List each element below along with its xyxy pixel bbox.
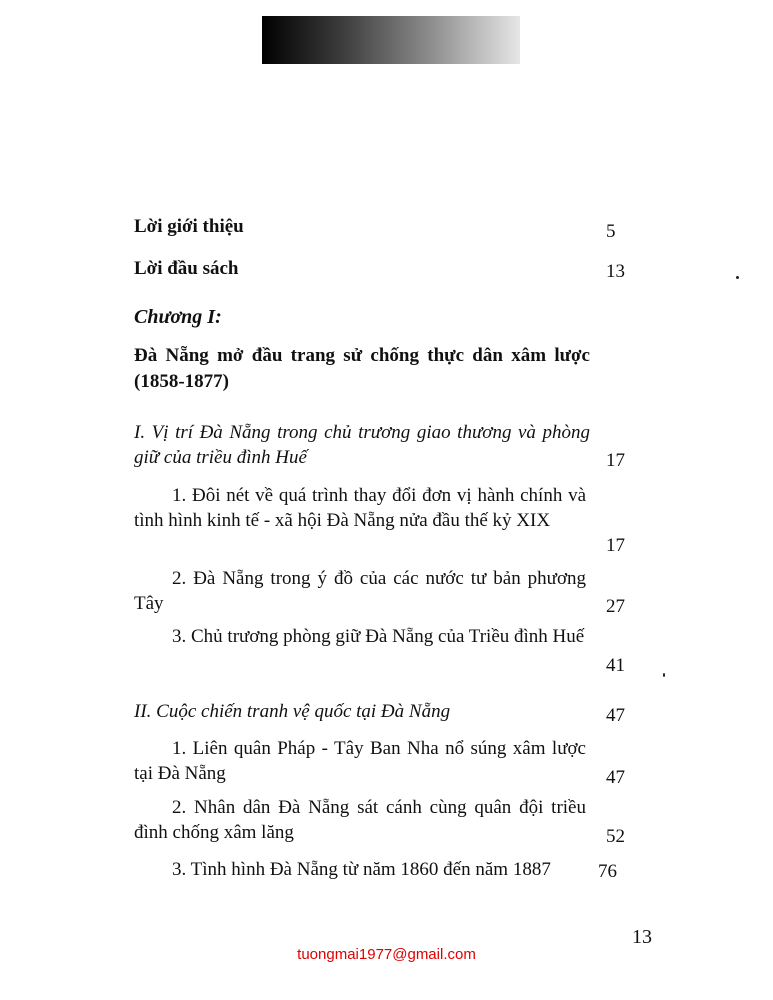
toc-item-2-2-page: 52 xyxy=(606,826,625,847)
toc-item-2-2-title: 2. Nhân dân Đà Nẵng sát cánh cùng quân đội triều đình chống xâm lăng xyxy=(134,797,586,843)
toc-item-1-1-page: 17 xyxy=(606,535,625,556)
toc-item-2-3-title: 3. Tình hình Đà Nẵng từ năm 1860 đến năm 1887 xyxy=(172,859,551,880)
toc-item-1-3-title: 3. Chủ trương phòng giữ Đà Nẵng của Triều đình Huế xyxy=(172,626,585,647)
toc-item-2-1-page: 47 xyxy=(606,767,625,788)
toc-item-1-2-title: 2. Đà Nẵng trong ý đồ của các nước tư bản phương Tây xyxy=(134,568,586,614)
chapter-title: Đà Nẵng mở đầu trang sử chống thực dân xâm lược (1858-1877) xyxy=(134,345,590,392)
toc-item-1-3-page: 41 xyxy=(606,655,625,676)
toc-entry-preface: Lời đầu sách xyxy=(134,258,239,279)
toc-item-2-1-title: 1. Liên quân Pháp - Tây Ban Nha nổ súng xâm lược tại Đà Nẵng xyxy=(134,738,586,784)
toc-item-2-3-page: 76 xyxy=(598,861,617,882)
toc-item-1-1-title: 1. Đôi nét về quá trình thay đổi đơn vị hành chính và tình hình kinh tế - xã hội Đà Nẵng nửa đầu thế kỷ XIX xyxy=(134,485,586,531)
toc-section-1-page: 17 xyxy=(606,450,625,471)
toc-entry-intro: Lời giới thiệu xyxy=(134,216,244,237)
toc-page-intro: 5 xyxy=(606,221,616,242)
email-watermark: tuongmai1977@gmail.com xyxy=(297,946,476,963)
scan-speck xyxy=(736,276,739,279)
toc-section-1-title: I. Vị trí Đà Nẵng trong chủ trương giao thương và phòng giữ của triều đình Huế xyxy=(134,422,590,468)
toc-page-preface: 13 xyxy=(606,261,625,282)
toc-section-2-page: 47 xyxy=(606,705,625,726)
toc-section-2-title: II. Cuộc chiến tranh vệ quốc tại Đà Nẵng xyxy=(134,701,451,722)
header-gradient-bar xyxy=(262,16,520,64)
chapter-label: Chương I: xyxy=(134,306,222,328)
toc-item-1-2-page: 27 xyxy=(606,596,625,617)
scan-speck xyxy=(663,673,665,677)
page-number: 13 xyxy=(632,926,652,948)
